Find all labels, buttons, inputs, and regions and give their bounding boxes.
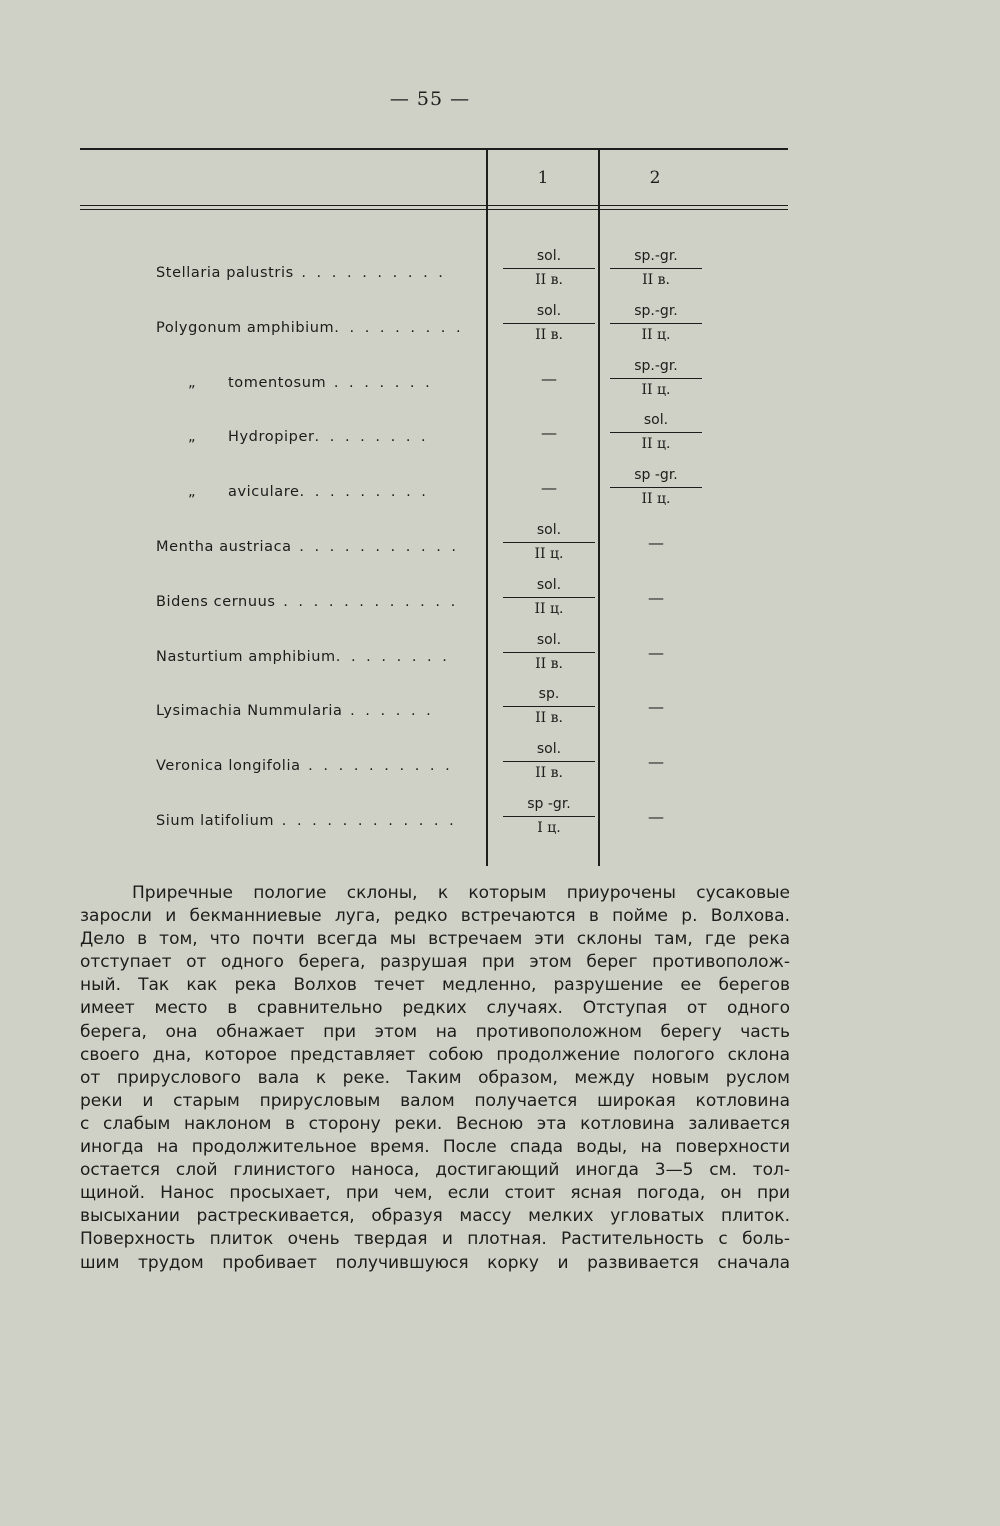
abundance-value: sol. [503,247,595,269]
abundance-value: sp.-gr. [610,302,702,324]
phenology-value: II ц. [641,491,671,508]
phenology-value: II в. [535,655,563,672]
abundance-cell [610,466,702,509]
ditto-mark: „ [187,429,197,446]
abundance-value: sol. [610,411,702,433]
abundance-value: sp -gr. [503,795,595,817]
text-line: щиной. Нанос просыхает, при чем, если стоит ясная погода, он при [80,1183,790,1204]
abundance-value: sp. [503,685,595,707]
phenology-value: II ц. [641,381,671,398]
table-top-rule [80,148,788,150]
phenology-value: II ц. [641,436,671,453]
abundance-cell [503,247,595,290]
empty-cell-dash: — [648,752,664,772]
empty-cell-dash: — [648,533,664,552]
species-name [156,429,476,445]
leader-dots: . . . . . . [342,703,434,720]
text-line: берега, она обнажает при этом на противоположном берегу часть [80,1021,790,1042]
abundance-value: sol. [503,302,595,324]
empty-cell-dash: — [648,697,664,717]
text-line: имеет место в сравнительно редких случаях. Отступая от одного [80,998,790,1019]
leader-dots: . . . . . . . . . . . . [274,813,457,829]
leader-dots: . . . . . . . . . . . . [275,593,459,610]
abundance-value: sol. [503,740,595,762]
table-row [80,302,788,362]
species-label: tomentosum [228,374,327,391]
species-label: Veronica longifolia [156,758,301,775]
abundance-value: sp -gr. [610,466,702,488]
header-rule-2 [80,209,788,210]
abundance-value: sol. [503,631,595,653]
text-line: отступает от одного берега, разрушая при этом берег противополож- [80,952,790,973]
table-row [80,412,788,471]
phenology-value: II ц. [641,326,671,343]
text-line: от прируслового вала к реке. Таким образом, между новым руслом [80,1067,790,1088]
leader-dots: . . . . . . . . . . [300,758,453,775]
phenology-value: II в. [642,272,670,288]
phenology-value: II ц. [534,546,564,562]
species-label: Sium latifolium [156,813,275,829]
text-line: иногда на продолжительное время. После спада воды, на поверхности [80,1137,790,1158]
text-line: реки и старым прирусловым валом получается широкая котловина [80,1090,790,1111]
abundance-cell [503,631,595,674]
table-row [80,522,788,581]
abundance-value: sp.-gr. [610,357,702,379]
column-header-2: 2 [649,168,661,188]
species-label: Lysimachia Nummularia [156,703,343,720]
text-line: Приречные пологие склоны, к которым приурочены сусаковые [132,883,790,903]
table-row [80,576,788,636]
species-name [156,649,476,665]
leader-dots: . . . . . . . [326,374,433,391]
species-name [156,758,476,774]
abundance-cell [503,795,595,838]
ditto-mark: „ [187,374,197,391]
species-label: Mentha austriaca [156,539,292,555]
phenology-value: II ц. [534,600,564,617]
table-row [80,796,788,855]
species-name [156,813,476,829]
phenology-value: II в. [535,765,563,782]
species-name [156,539,476,555]
table-row [80,248,788,307]
table-row [80,686,788,745]
species-label: Bidens cernuus [156,593,276,610]
text-line: высыхании растрескивается, образуя массу мелких угловатых плиток. [80,1206,790,1227]
leader-dots: . . . . . . . . . . . [291,539,460,555]
table-row [80,741,788,800]
empty-cell-dash: — [541,423,557,443]
text-line: шим трудом пробивает получившуюся корку и развивается сначала [80,1252,790,1273]
column-header-1: 1 [537,168,549,188]
text-line: с слабым наклоном в сторону реки. Весною эта котловина заливается [80,1113,790,1134]
abundance-cell [610,357,702,400]
abundance-value: sol. [503,576,595,598]
abundance-cell [503,740,595,783]
empty-cell-dash: — [648,807,664,826]
phenology-value: II в. [535,326,563,343]
abundance-cell [503,685,595,728]
empty-cell-dash: — [541,478,557,498]
page-number: — 55 — [389,88,471,110]
abundance-value: sp.-gr. [610,247,702,269]
leader-dots: . . . . . . . . . . [293,265,446,281]
phenology-value: I ц. [537,820,561,836]
table-row [80,631,788,691]
empty-cell-dash: — [541,368,557,388]
leader-dots: . . . . . . . . [314,429,429,446]
phenology-value: II в. [535,710,563,727]
leader-dots: . . . . . . . . . [299,484,429,501]
ditto-mark: „ [187,484,197,501]
abundance-cell [503,576,595,619]
species-name [156,703,476,719]
species-name [156,320,476,336]
header-rule-1 [80,205,788,206]
leader-dots: . . . . . . . . . [334,319,464,336]
empty-cell-dash: — [648,642,664,662]
species-label: Stellaria palustris [156,265,294,281]
species-label: Nasturtium amphibium [156,648,336,665]
species-table [80,0,788,1526]
leader-dots: . . . . . . . . [335,648,450,665]
abundance-cell [503,302,595,345]
table-row [80,467,788,526]
text-line: заросли и бекманниевые луга, редко встречаются в пойме р. Волхова. [80,906,790,927]
phenology-value: II в. [535,272,563,288]
table-row [80,357,788,417]
species-name [156,484,476,500]
species-name [156,375,476,391]
species-name [156,594,476,610]
species-label: Polygonum amphibium [156,319,335,336]
abundance-value: sol. [503,521,595,543]
text-line: ный. Так как река Волхов течет медленно, разрушение ее берегов [80,975,790,996]
species-label: aviculare [228,484,300,501]
text-line: Дело в том, что почти всегда мы встречаем эти склоны там, где река [80,929,790,950]
species-name [156,265,476,281]
abundance-cell [610,302,702,345]
text-line: Поверхность плиток очень твердая и плотная. Растительность с боль- [80,1229,790,1250]
text-line: своего дна, которое представляет собою продолжение пологого склона [80,1044,790,1065]
empty-cell-dash: — [648,587,664,607]
abundance-cell [503,521,595,564]
species-label: Hydropiper [228,429,315,446]
text-line: остается слой глинистого наноса, достигающий иногда 3—5 см. тол- [80,1160,790,1181]
abundance-cell [610,411,702,454]
abundance-cell [610,247,702,290]
body-paragraph [80,882,790,1275]
